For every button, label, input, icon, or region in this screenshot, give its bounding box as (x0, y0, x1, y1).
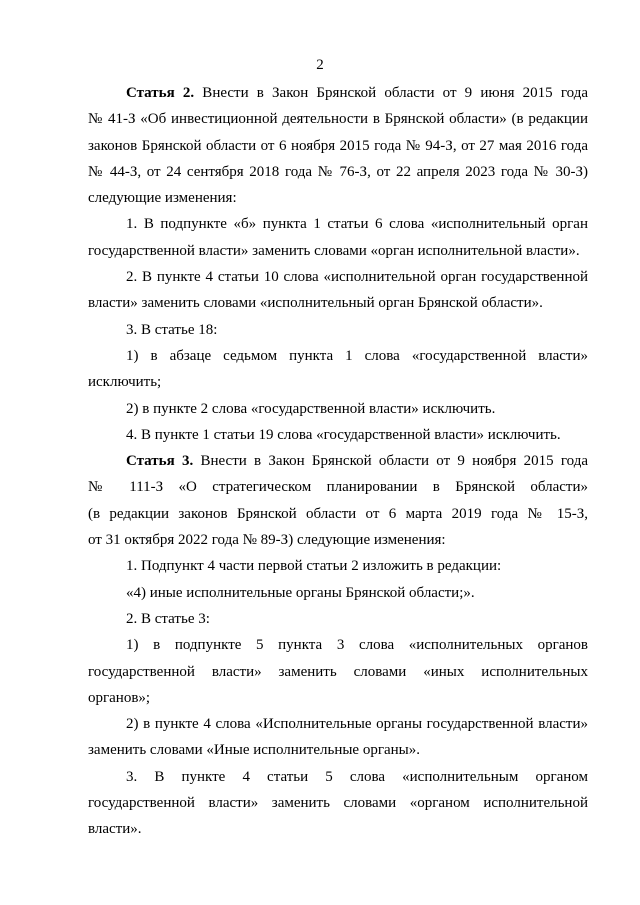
text-line: государственной власти» заменить словами «органом исполнительной (88, 795, 588, 812)
text-line: власти». (88, 821, 142, 838)
text-line: 1) в абзаце седьмом пункта 1 слова «государственной власти» (126, 347, 588, 364)
article-2-heading-line (88, 80, 588, 106)
article-3-label: Статья 3. (126, 453, 194, 470)
text-line: от 31 октября 2022 года № 89-З) следующие изменения: (88, 532, 446, 549)
text-line: № 111-З «О стратегическом планировании в Брянской области» (88, 479, 588, 496)
article-2-label: Статья 2. (126, 85, 195, 101)
text-line: 4. В пункте 1 статьи 19 слова «государственной власти» исключить. (126, 426, 561, 443)
text-line: № 44-З, от 24 сентября 2018 года № 76-З, от 22 апреля 2023 года № 30-З) (88, 163, 588, 180)
text-line: 2. В пункте 4 статьи 10 слова «исполнительной орган государственной (126, 269, 588, 286)
text-line: власти» заменить словами «исполнительный орган Брянской области». (88, 295, 543, 312)
text-line: 2) в пункте 2 слова «государственной власти» исключить. (126, 400, 496, 417)
text-line: № 41-З «Об инвестиционной деятельности в Брянской области» (в редакции (88, 111, 588, 128)
text-line: 1. В подпункте «б» пункта 1 статьи 6 слова «исполнительный орган (126, 216, 588, 233)
text-line: государственной власти» заменить словами «иных исполнительных (88, 663, 588, 680)
text-line: следующие изменения: (88, 190, 237, 207)
article-3-heading-line (88, 448, 588, 474)
text-line: 1. Подпункт 4 части первой статьи 2 изложить в редакции: (126, 558, 502, 575)
article-2-intro-text: Внести в Закон Брянской области от 9 июня 2015 года (194, 85, 588, 101)
text-line: исключить; (88, 374, 162, 391)
text-line: 3. В пункте 4 статьи 5 слова «исполнительным органом (126, 768, 588, 785)
text-line: законов Брянской области от 6 ноября 2015 года № 94-З, от 27 мая 2016 года (88, 137, 588, 154)
document-body (88, 80, 588, 843)
text-line: (в редакции законов Брянской области от 6 марта 2019 года № 15-З, (88, 505, 588, 522)
article-3-intro-text: Внести в Закон Брянской области от 9 ноября 2015 года (193, 453, 589, 470)
text-line: государственной власти» заменить словами «орган исполнительной власти». (88, 242, 580, 259)
text-line: органов»; (88, 689, 151, 706)
text-line: заменить словами «Иные исполнительные органы». (88, 742, 421, 759)
text-line: 2. В статье 3: (126, 610, 210, 627)
text-line: 3. В статье 18: (126, 321, 218, 338)
text-line: 1) в подпункте 5 пункта 3 слова «исполнительных органов (126, 637, 588, 654)
text-line: «4) иные исполнительные органы Брянской области;». (126, 584, 475, 601)
page-number: 2 (316, 57, 324, 73)
text-line: 2) в пункте 4 слова «Исполнительные органы государственной власти» (126, 716, 588, 733)
